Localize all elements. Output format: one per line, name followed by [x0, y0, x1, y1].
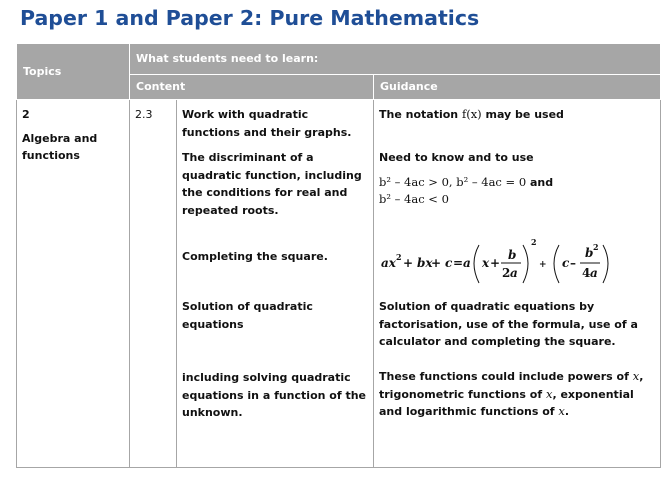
svg-text:a: a [590, 266, 598, 280]
discriminant-formula: b² – 4ac < 0 [379, 192, 449, 206]
content-item: including solving quadratic equations in a function of the unknown. [182, 371, 367, 419]
guidance-discriminant [379, 149, 655, 231]
guidance-text: , exponential and logarithmic functions of [379, 387, 634, 418]
svg-text:b: b [585, 246, 594, 260]
guidance-text: The notation [379, 108, 462, 121]
svg-text:–: – [570, 256, 576, 270]
svg-text:bx: bx [417, 256, 433, 270]
svg-text:+: + [403, 256, 414, 270]
guidance-functions [379, 368, 655, 421]
svg-text:4: 4 [582, 266, 591, 280]
page-title: Paper 1 and Paper 2: Pure Mathematics [20, 6, 480, 30]
svg-text:+: + [431, 256, 442, 270]
completing-square-formula [379, 233, 655, 289]
topic-cell [17, 100, 130, 468]
content-item: Work with quadratic functions and their graphs. [182, 108, 352, 139]
topic-name: Algebra and functions [22, 131, 98, 162]
svg-text:=: = [453, 256, 464, 270]
content-item: Completing the square. [182, 250, 328, 263]
content-item: The discriminant of a quadratic function, including the conditions for real and repeated roots. [182, 151, 362, 217]
guidance-cell [374, 100, 661, 468]
content-item: Solution of quadratic equations [182, 300, 313, 331]
discriminant-formula: b² – 4ac > 0, b² – 4ac = 0 [379, 174, 527, 189]
guidance-text: These functions could include powers of [379, 370, 633, 383]
guidance-text: Need to know and to use [379, 151, 534, 164]
math-variable: x [558, 404, 565, 418]
svg-text:b: b [508, 248, 517, 262]
svg-text:ax: ax [381, 256, 396, 270]
svg-text:+: + [539, 260, 547, 270]
guidance-notation [379, 106, 655, 149]
header-topics: Topics [17, 44, 130, 100]
svg-text:c: c [562, 256, 570, 270]
specification-table [16, 43, 661, 468]
header-what-students-learn: What students need to learn: [130, 44, 661, 75]
svg-text:2: 2 [593, 242, 599, 252]
math-variable: x [545, 386, 553, 401]
svg-text:a: a [463, 256, 471, 270]
math-variable: x [632, 369, 640, 383]
math-notation: f(x) [461, 107, 482, 121]
topic-number: 2 [22, 108, 30, 121]
svg-text:c: c [445, 256, 453, 270]
table-row [17, 100, 661, 468]
guidance-solution-methods: Solution of quadratic equations by factorisation, use of the formula, use of a calculator and completing the square. [379, 300, 638, 348]
svg-text:x: x [482, 256, 490, 270]
header-content: Content [130, 74, 374, 99]
guidance-text: and [526, 175, 554, 189]
svg-text:2: 2 [396, 252, 402, 262]
completing-square-equation [379, 233, 629, 289]
guidance-text: may be used [481, 108, 564, 121]
svg-text:a: a [510, 266, 518, 280]
svg-text:2: 2 [531, 237, 537, 247]
content-cell [177, 100, 374, 468]
guidance-text: . [564, 405, 570, 418]
svg-text:+: + [490, 256, 501, 270]
section-number: 2.3 [130, 100, 177, 468]
guidance-text: , trigonometric functions of [379, 370, 644, 401]
svg-text:2: 2 [502, 266, 511, 280]
header-guidance: Guidance [374, 74, 661, 99]
